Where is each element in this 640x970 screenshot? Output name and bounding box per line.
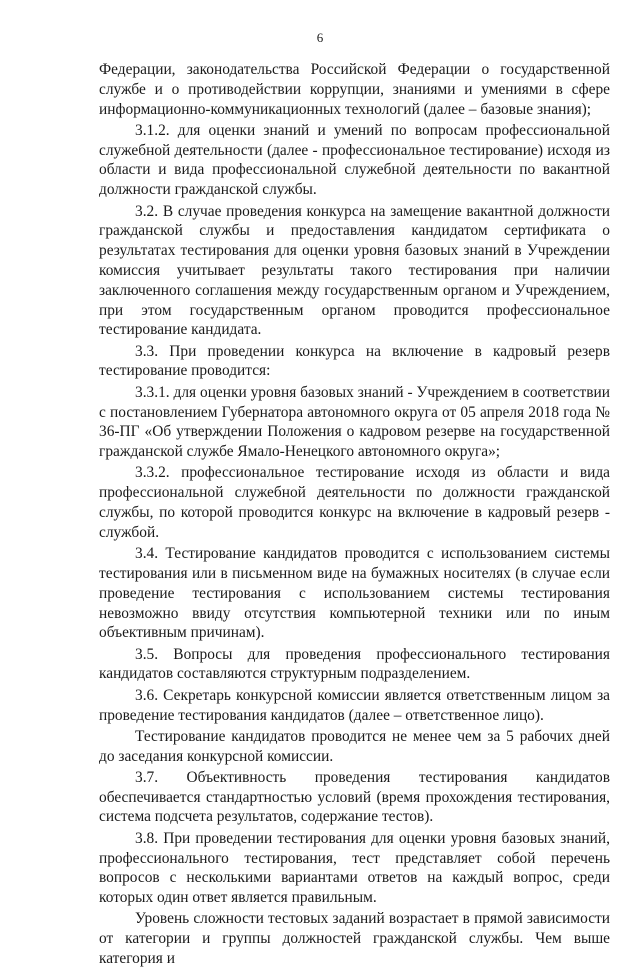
paragraph-3-3-1: 3.3.1. для оценки уровня базовых знаний - Учреждением в соответствии с постановлением Губернатора автономного округа от 05 апреля 2018 года № 36-ПГ «Об утверждении Положения о кадровом резерве на государственной гражданской службе Ямало-Ненецкого автономного округа»;: [99, 383, 610, 461]
paragraph-3-2: 3.2. В случае проведения конкурса на замещение вакантной должности гражданской службы и предоставления кандидатом сертификата о результатах тестирования для оценки уровня базовых знаний в Учреждении комиссия учитывает результаты такого тестирования при наличии заключенного соглашения между государственным органом и Учреждением, при этом государственным органом проводится профессиональное тестирование кандидата.: [99, 202, 610, 339]
page-number: 6: [316, 30, 324, 45]
paragraph-3-4: 3.4. Тестирование кандидатов проводится с использованием системы тестирования или в письменном виде на бумажных носителях (в случае если проведение тестирования с использованием системы тестирования невозможно ввиду отсутствия компьютерной техники или по иным объективным причинам).: [99, 545, 610, 642]
paragraph-3-1-2: 3.1.2. для оценки знаний и умений по вопросам профессиональной служебной деятельности (далее - профессиональное тестирование) исходя из области и вида профессиональной служебной деятельности по вакантной должности гражданской службы.: [99, 121, 610, 199]
paragraph-continuation: Федерации, законодательства Российской Федерации о государственной службе и о противодействии коррупции, знаниями и умениями в сфере информационно-коммуникационных технологий (далее – базовые знания);: [99, 61, 610, 118]
document-body: [99, 60, 610, 970]
paragraph-3-6: 3.6. Секретарь конкурсной комиссии является ответственным лицом за проведение тестирования кандидатов (далее – ответственное лицо).: [99, 686, 610, 724]
paragraph-3-3: 3.3. При проведении конкурса на включение в кадровый резерв тестирование проводится:: [99, 342, 610, 380]
paragraph-3-6-timing: Тестирование кандидатов проводится не менее чем за 5 рабочих дней до заседания конкурсной комиссии.: [99, 727, 610, 765]
paragraph-3-8: 3.8. При проведении тестирования для оценки уровня базовых знаний, профессионального тестирования, тест представляет собой перечень вопросов с несколькими вариантами ответов на каждый вопрос, среди которых один ответ является правильным.: [99, 829, 610, 907]
paragraph-difficulty: Уровень сложности тестовых заданий возрастает в прямой зависимости от категории и группы должностей гражданской службы. Чем выше категория и: [99, 910, 610, 968]
paragraph-3-5: 3.5. Вопросы для проведения профессионального тестирования кандидатов составляются структурным подразделением.: [99, 645, 610, 683]
paragraph-3-3-2: 3.3.2. профессиональное тестирование исходя из области и вида профессиональной служебной деятельности по должности гражданской службы, по которой проводится конкурс на включение в кадровый резерв - службой.: [99, 464, 610, 541]
paragraph-3-7: 3.7. Объективность проведения тестирования кандидатов обеспечивается стандартностью условий (время прохождения тестирования, система подсчета результатов, содержание тестов).: [99, 768, 610, 826]
